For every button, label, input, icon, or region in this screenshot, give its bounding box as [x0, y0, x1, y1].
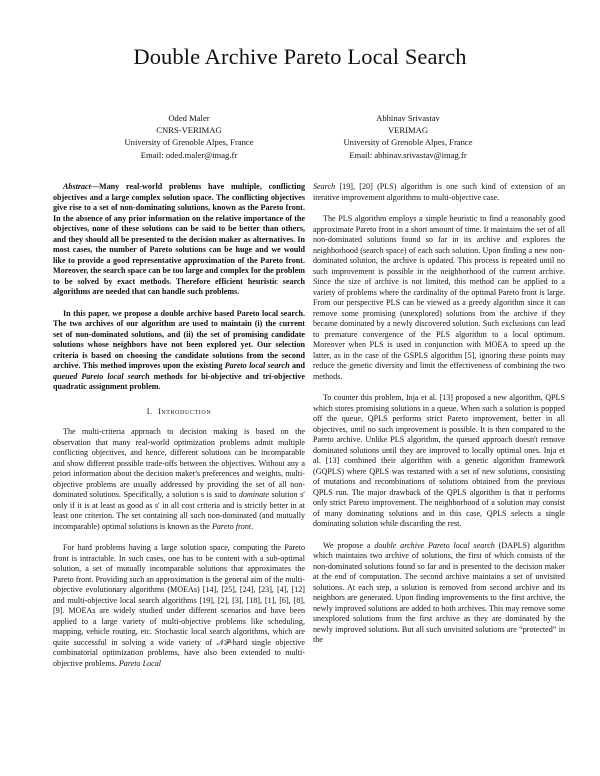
abstract-paragraph-2 [53, 309, 305, 393]
abstract-text: —Many real-world problems have multiple, conflicting objectives and a large complex solution space. The conflicting objectives give rise to a set of non-dominating solutions, known as the Pareto front. In the absence of any prior information on the relative importance of the objectives, none of these solutions can be said to be better than others, and they should all be presented to the decision maker as alternatives. In most cases, the number of Pareto solutions can be huge and we would like to provide a good representative approximation of the Pareto front. Moreover, the search space can be too large and complex for the problem to be solved by exact methods. Therefore efficient heuristic search algorithms are needed that can handle such problems. [53, 182, 305, 296]
author-institution: University of Grenoble Alpes, France [343, 137, 473, 148]
body-text: (DAPLS) algorithm which maintains two archive of solutions, the first of which consists of the non-dominated solutions found so far and is presented to the decision maker at the end of computation. The second archive maintains a set of unvisited solutions. At each step, a solution is removed from second archive and its neighbors are generated. Upon finding improvements to the first archive, the newly improved solutions are added to both archives. This may remove some unexplored solutions from the first archive as they are dominated by the newly improved solutions. But all such unvisited solutions are “protected” in the [313, 540, 566, 644]
body-emphasis: Pareto front [211, 521, 252, 531]
abstract-emphasis: queued Pareto local search [53, 371, 150, 381]
section-heading [53, 407, 305, 418]
author-affiliation: CNRS-VERIMAG [156, 125, 222, 136]
right-paragraph-1: The PLS algorithm employs a simple heuristic to find a reasonably good approximate Pareto front in a short amount of time. It maintains the set of all non-dominated solutions found so far in its archive and explores the neighborhood (search space) of each such solution. Upon finding a new non-dominated solution, the archive is updated. This process is repeated until no such improvement is possible in the neighborhood of the current archive. Since the size of archive is not limited, this method can be applied to a variety of problems where the cardinality of the optimal Pareto front is large. From our perspective PLS can be viewed as a greedy algorithm since it can remove some promising (unexplored) solutions from the archive if they became dominated by a newly discovered solution. Such exclusions can lead to premature convergence of the PLS algorithm to a local optimum. Moreover when PLS is used in conjunction with MOEA to speed up the latter, as in the case of the GSPLS algorithm [5], ignoring these points may reduce the genetic diversity and limit the effectiveness of combining the two methods. [313, 214, 565, 381]
intro-paragraph-1 [53, 427, 305, 532]
paper-title: Double Archive Pareto Local Search [133, 44, 467, 69]
author-institution: University of Grenoble Alpes, France [124, 137, 254, 148]
abstract-text: methods for bi-objective and tri-objective quadratic assignment problem. [53, 371, 305, 391]
body-emphasis: dominate [238, 490, 269, 499]
body-emphasis: double archive Pareto local search [374, 540, 495, 550]
right-paragraph-3 [313, 541, 565, 646]
author-name: Abhinav Srivastav [376, 113, 440, 123]
author-affiliation: VERIMAG [387, 125, 429, 136]
abstract-emphasis: Pareto local search [224, 361, 290, 370]
author-email: Email: oded.maler@imag.fr [140, 149, 238, 160]
body-emphasis: Search [313, 182, 336, 191]
abstract-paragraph-1 [53, 182, 305, 298]
right-paragraph-0 [313, 182, 565, 203]
section-numeral: I. [146, 406, 153, 416]
intro-paragraph-2 [53, 543, 305, 669]
right-column [313, 182, 565, 646]
author-email: Email: abhinav.srivastav@imag.fr [349, 149, 467, 160]
abstract-label: Abstract [63, 182, 91, 191]
author-block-2 [273, 112, 543, 161]
left-column [53, 182, 305, 669]
body-emphasis: Pareto Local [118, 658, 162, 668]
body-text: [19], [20] (PLS) algorithm is one such kind of extension of an iterative improvement algorithms to multi-objective case. [313, 182, 565, 202]
body-text: We propose a [323, 540, 375, 550]
section-title: Introduction [158, 406, 212, 416]
body-text: . [251, 521, 254, 531]
body-text: The multi-criteria approach to decision making is based on the observation that many real-world optimization problems admit multiple conflicting objectives, and hence, different solutions can be incomparable and show different possible trade-offs between the objectives. Without any a priori information about the decision maker's preferences and weights, multi-objective problems are usually addressed by providing the set of all non-dominated solutions. Specifically, a solution s is said to [53, 427, 305, 499]
right-paragraph-2: To counter this problem, Inja et al. [13] proposed a new algorithm, QPLS which stores promising solutions in a queue. When such a solution is popped off the queue, QPLS performs strict Pareto improvement, better in all objectives, until no such improvement is possible. It is then compared to the Pareto archive. Unlike PLS algorithm, the queued approach doesn't remove dominated solutions until they are improved to locally optimal ones. Inja et al. [13] combined their algorithm with a genetic algorithm framework (GQPLS) where QPLS was restarted with a set of new solutions, consisting of mutations and recombinations of solutions obtained from the previous QPLS run. The major drawback of the QPLS algorithm is that it performs only strict Pareto improvement. The neighborhood of a solution may consist of many dominating solutions and in this case, QPLS selects a single dominating solution while discarding the rest. [313, 393, 565, 528]
abstract-text: and [289, 361, 306, 370]
abstract-text: In this paper, we propose a double archive based Pareto local search. The two archives of our algorithm are used to maintain (i) the current set of non-dominated solutions, and (ii) the set of promising candidate solutions whose neighbors have not been explored yet. Our selection criteria is based on choosing the candidate solutions from the second archive. This method improves upon the existing [53, 308, 305, 370]
author-name: Oded Maler [168, 113, 210, 123]
body-text: solution s′ only if it is at least as good as s′ in all cost criteria and is strictly better in at least one criterion. The set containing all such non-dominated (and mutually incomparable) optimal solutions is known as the [53, 490, 305, 531]
body-text: For hard problems having a large solution space, computing the Pareto front is intractable. In such cases, one has to be content with a sub-optimal solution, a set of mutually incomparable solutions that approximates the Pareto front. Providing such an approximation is the general aim of the multi-objective evolutionary algorithms (MOEAs) [14], [25], [24], [23], [4], [12] and multi-objective local search algorithms [19], [2], [3], [18], [1], [6], [8], [9]. MOEAs are widely studied under different scenarios and have been applied to a large variety of multi-objective problems like scheduling, mapping, vehicle routing, etc. Stochastic local search algorithms, which are quite successful in solving a wide variety of 𝒩𝒫-hard single objective combinatorial optimization problems, have also been extended to multi-objective problems. [53, 543, 305, 668]
